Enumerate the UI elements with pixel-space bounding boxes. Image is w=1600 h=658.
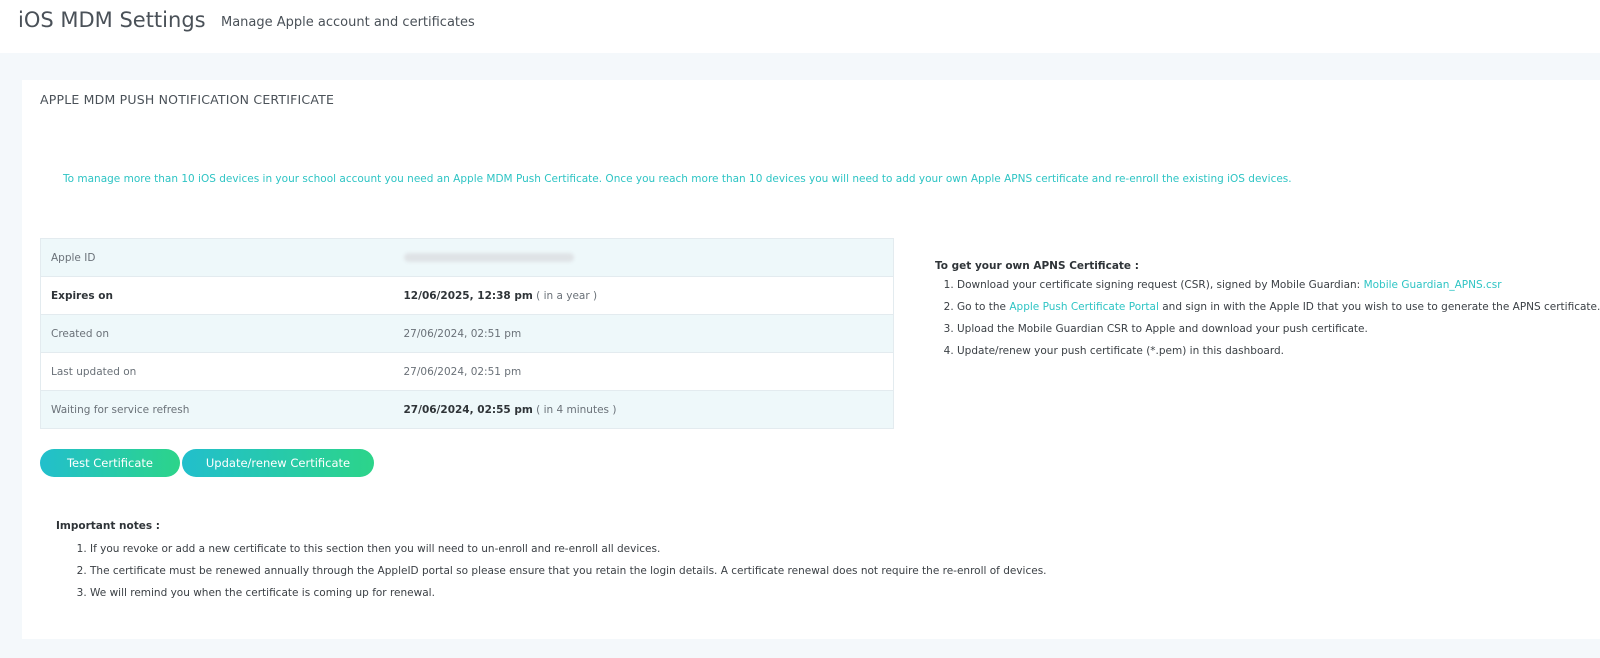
apns-step-4: 4. Update/renew your push certificate (*.pem) in this dashboard. (957, 340, 1600, 362)
certificate-card (22, 80, 1600, 639)
important-notes-list (56, 538, 1047, 604)
apns-step-1-text: Download your certificate signing request (CSR), signed by Mobile Guardian: (957, 279, 1364, 291)
download-csr-link[interactable]: Mobile Guardian_APNS.csr (1363, 279, 1502, 291)
service-refresh-relative: ( in 4 minutes ) (536, 403, 617, 416)
card-title: APPLE MDM PUSH NOTIFICATION CERTIFICATE (40, 92, 335, 107)
page-subtitle: Manage Apple account and certificates (221, 15, 475, 30)
table-row-created-on (41, 315, 894, 353)
apns-heading: To get your own APNS Certificate : (935, 260, 1139, 272)
page-title: iOS MDM Settings (18, 8, 206, 32)
update-renew-certificate-button[interactable]: Update/renew Certificate (182, 449, 374, 477)
last-updated-value: 27/06/2024, 02:51 pm (403, 365, 522, 378)
service-refresh-label: Waiting for service refresh (51, 403, 190, 416)
info-message: To manage more than 10 iOS devices in your school account you need an Apple MDM Push Certificate. Once you reach more than 10 devices you will need to add your own Apple APNS certificate and re-enroll the existing iOS devices. (63, 173, 1292, 185)
table-row-last-updated (41, 353, 894, 391)
important-notes (56, 520, 1047, 604)
expires-on-value (394, 277, 894, 315)
last-updated-label: Last updated on (51, 365, 137, 378)
apns-instructions (935, 260, 1600, 362)
apple-push-portal-link[interactable]: Apple Push Certificate Portal (1009, 301, 1159, 313)
table-row-expires-on (41, 277, 894, 315)
list-item: 2. The certificate must be renewed annually through the AppleID portal so please ensure that you retain the login details. A certificate renewal does not require the re-enroll of devices. (90, 560, 1047, 582)
apns-step-2-pre: Go to the (957, 301, 1010, 313)
apple-id-label: Apple ID (51, 251, 96, 264)
apns-step-2 (957, 296, 1600, 318)
apns-step-2-post: and sign in with the Apple ID that you wish to use to generate the APNS certificate. (1158, 301, 1600, 313)
created-on-label: Created on (51, 327, 109, 340)
service-refresh-date: 27/06/2024, 02:55 pm (403, 403, 533, 416)
redacted-apple-id (404, 253, 574, 262)
table-row-service-refresh (41, 391, 894, 429)
created-on-value: 27/06/2024, 02:51 pm (403, 327, 522, 340)
certificate-details-table (40, 238, 894, 429)
expires-on-label: Expires on (51, 289, 113, 302)
expires-on-relative: ( in a year ) (536, 289, 598, 302)
test-certificate-button[interactable]: Test Certificate (40, 449, 180, 477)
apns-step-3: 3. Upload the Mobile Guardian CSR to Apple and download your push certificate. (957, 318, 1600, 340)
apple-id-value (394, 239, 894, 277)
expires-on-date: 12/06/2025, 12:38 pm (403, 289, 533, 302)
apns-steps-list (935, 274, 1600, 362)
top-bar (0, 0, 1600, 53)
service-refresh-value (394, 391, 894, 429)
important-notes-heading: Important notes : (56, 520, 160, 532)
list-item: 1. If you revoke or add a new certificate to this section then you will need to un-enroll and re-enroll all devices. (90, 538, 1047, 560)
table-row-apple-id (41, 239, 894, 277)
list-item: 3. We will remind you when the certificate is coming up for renewal. (90, 582, 1047, 604)
apns-step-1 (957, 274, 1600, 296)
